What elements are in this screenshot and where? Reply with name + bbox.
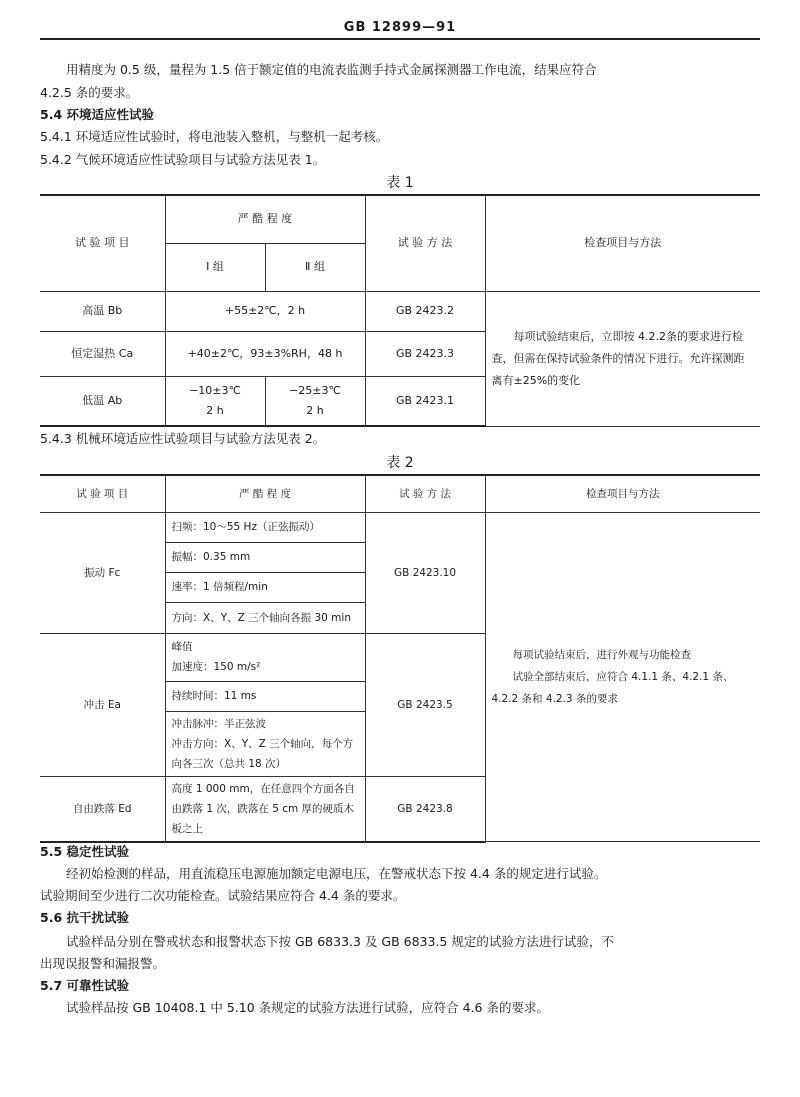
t2-shock-item: 冲击 Ea (40, 633, 165, 776)
section-5-4-2: 5.4.2 气候环境适应性试验项目与试验方法见表 1。 (40, 152, 326, 167)
section-5-4-3: 5.4.3 机械环境适应性试验项目与试验方法见表 2。 (40, 431, 326, 446)
section-5-7-title: 5.7 可靠性试验 (40, 978, 129, 993)
t2-check-line-1: 每项试验结束后，进行外观与功能检查 (491, 648, 691, 661)
t2-shock-pulse: 冲击脉冲：半正弦波 (171, 717, 266, 730)
section-5-5-line-1: 经初始检测的样品，用直流稳压电源施加额定电源电压，在警戒状态下按 4.4 条的规定进行试验。 (66, 866, 607, 881)
t2-header-check: 检查项目与方法 (485, 475, 760, 512)
t1-header-group2: Ⅱ 组 (265, 243, 365, 291)
t2-header-severity: 严 酷 程 度 (165, 475, 365, 512)
t2-shock-accel: 加速度：150 m/s² (171, 661, 261, 673)
section-5-6-line-2: 出现误报警和漏报警。 (40, 956, 166, 971)
section-5-4-title: 5.4 环境适应性试验 (40, 107, 154, 122)
t1-header-check: 检查项目与方法 (485, 195, 760, 291)
t2-cell: 方向：X、Y、Z 三个轴向各振 30 min (165, 602, 365, 633)
table-1-caption: 表 1 (386, 175, 414, 191)
t2-header-method: 试 验 方 法 (365, 475, 485, 512)
t1-g1-temp: −10±3℃ (189, 383, 241, 397)
document-header: GB 12899—91 (343, 20, 457, 35)
t1-cell (265, 376, 365, 426)
header-rule (40, 38, 760, 40)
t1-g2-time: 2 h (306, 403, 324, 417)
t1-cell: 高温 Bb (40, 291, 165, 331)
t1-header-method: 试 验 方 法 (365, 195, 485, 291)
t1-cell: 低温 Ab (40, 376, 165, 426)
t2-check-note (485, 512, 760, 842)
t1-header-item: 试 验 项 目 (40, 195, 165, 291)
t1-cell: GB 2423.3 (365, 331, 485, 376)
t2-drop-item: 自由跌落 Ed (40, 776, 165, 842)
t1-cell: 恒定湿热 Ca (40, 331, 165, 376)
t2-shock-peak: 峰值 (171, 641, 193, 653)
t1-cell: +40±2℃，93±3%RH，48 h (165, 331, 365, 376)
t2-cell (165, 633, 365, 681)
section-5-5-title: 5.5 稳定性试验 (40, 844, 129, 859)
t1-cell: GB 2423.1 (365, 376, 485, 426)
t1-check-note: 每项试验结束后，立即按 4.2.2条的要求进行检查，但需在保持试验条件的情况下进行。允许探测距离有±25%的变化 (485, 291, 760, 426)
t1-header-severity: 严 酷 程 度 (165, 195, 365, 243)
table-2 (40, 474, 760, 843)
t2-cell: 扫频：10～55 Hz（正弦振动） (165, 512, 365, 542)
t2-drop-desc: 高度 1 000 mm，在任意四个方面各自由跌落 1 次，跌落在 5 cm 厚的硬质木板之上 (165, 776, 365, 842)
t2-vibration-item: 振动 Fc (40, 512, 165, 633)
section-5-6-title: 5.6 抗干扰试验 (40, 910, 129, 925)
table-1 (40, 194, 760, 427)
t1-cell: +55±2℃，2 h (165, 291, 365, 331)
section-5-5-line-2: 试验期间至少进行二次功能检查。试验结果应符合 4.4 条的要求。 (40, 888, 406, 903)
t2-cell (165, 711, 365, 776)
intro-line-1: 用精度为 0.5 级，量程为 1.5 倍于额定值的电流表监测手持式金属探测器工作电流，结果应符合 (66, 62, 597, 77)
t2-header-item: 试 验 项 目 (40, 475, 165, 512)
t2-cell: 振幅：0.35 mm (165, 542, 365, 572)
t2-cell: 速率：1 倍频程/min (165, 572, 365, 602)
t1-g1-time: 2 h (206, 403, 224, 417)
intro-line-2: 4.2.5 条的要求。 (40, 85, 139, 100)
t2-drop-method: GB 2423.8 (365, 776, 485, 842)
section-5-4-1: 5.4.1 环境适应性试验时，将电池装入整机，与整机一起考核。 (40, 129, 389, 144)
t2-shock-method: GB 2423.5 (365, 633, 485, 776)
t1-g2-temp: −25±3℃ (289, 383, 341, 397)
t1-cell: GB 2423.2 (365, 291, 485, 331)
t1-header-group1: Ⅰ 组 (165, 243, 265, 291)
section-5-7-line-1: 试验样品按 GB 10408.1 中 5.10 条规定的试验方法进行试验，应符合 4.6 条的要求。 (66, 1000, 549, 1015)
t2-cell: 持续时间：11 ms (165, 681, 365, 711)
section-5-6-line-1: 试验样品分别在警戒状态和报警状态下按 GB 6833.3 及 GB 6833.5 规定的试验方法进行试验，不 (66, 934, 614, 949)
t1-cell (165, 376, 265, 426)
t2-vibration-method: GB 2423.10 (365, 512, 485, 633)
t2-check-line-2: 试验全部结束后，应符合 4.1.1 条、4.2.1 条、4.2.2 条和 4.2.3 条的要求 (491, 670, 734, 705)
table-2-caption: 表 2 (386, 455, 414, 471)
t2-shock-direction: 冲击方向：X、Y、Z 三个轴向，每个方向各三次（总共 18 次） (171, 737, 354, 770)
